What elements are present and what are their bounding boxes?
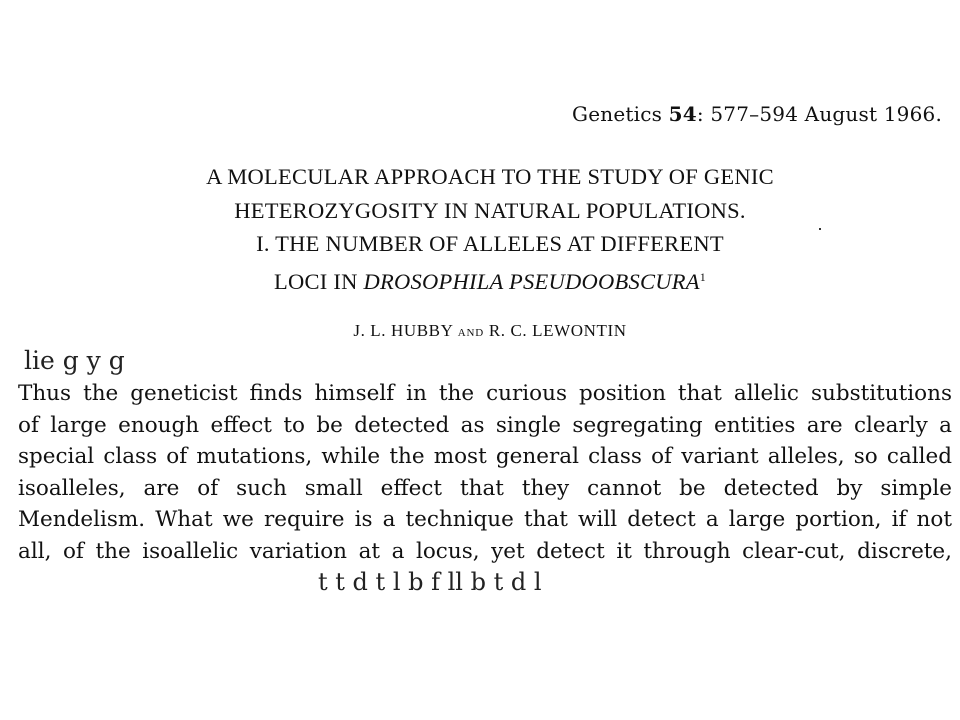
title-footnote-mark: 1 bbox=[699, 269, 706, 284]
title-line-3: I. THE NUMBER OF ALLELES AT DIFFERENT bbox=[256, 231, 724, 256]
author-hubby: J. L. HUBBY bbox=[353, 321, 453, 340]
author-lewontin: R. C. LEWONTIN bbox=[488, 321, 627, 340]
journal-volume: 54 bbox=[668, 102, 697, 126]
body-line: Mendelism. What we require is a technique that will detect a large portion, if not bbox=[18, 507, 952, 533]
title-line-4 bbox=[120, 261, 860, 299]
title-line-2: HETEROZYGOSITY IN NATURAL POPULATIONS. bbox=[234, 197, 746, 223]
authors-line bbox=[120, 321, 860, 341]
title-species: DROSOPHILA PSEUDOOBSCURA bbox=[363, 268, 700, 294]
journal-citation bbox=[572, 102, 942, 126]
cropped-next-line: t t d t l b f ll b t d l bbox=[318, 568, 542, 596]
author-conjunction: AND bbox=[457, 327, 484, 339]
body-excerpt bbox=[18, 378, 952, 568]
scan-speck bbox=[819, 228, 821, 230]
body-line: special class of mutations, while the most general class of variant alleles, so called bbox=[18, 444, 952, 470]
journal-pages-date: : 577–594 August 1966. bbox=[696, 102, 942, 126]
title-line-4-plain: LOCI IN bbox=[274, 268, 364, 294]
journal-name: Genetics bbox=[572, 102, 663, 126]
body-line: Thus the geneticist finds himself in the curious position that allelic substitutions bbox=[18, 381, 952, 406]
title-line-1: A MOLECULAR APPROACH TO THE STUDY OF GENIC bbox=[206, 164, 774, 189]
body-line: of large enough effect to be detected as single segregating entities are clearly a bbox=[18, 412, 952, 438]
body-line: all, of the isoallelic variation at a locus, yet detect it through clear-cut, discrete, bbox=[18, 538, 952, 564]
cropped-previous-line: lie g y g bbox=[24, 346, 125, 375]
paper-title bbox=[120, 160, 860, 298]
body-line: isoalleles, are of such small effect that they cannot be detected by simple bbox=[18, 475, 952, 501]
